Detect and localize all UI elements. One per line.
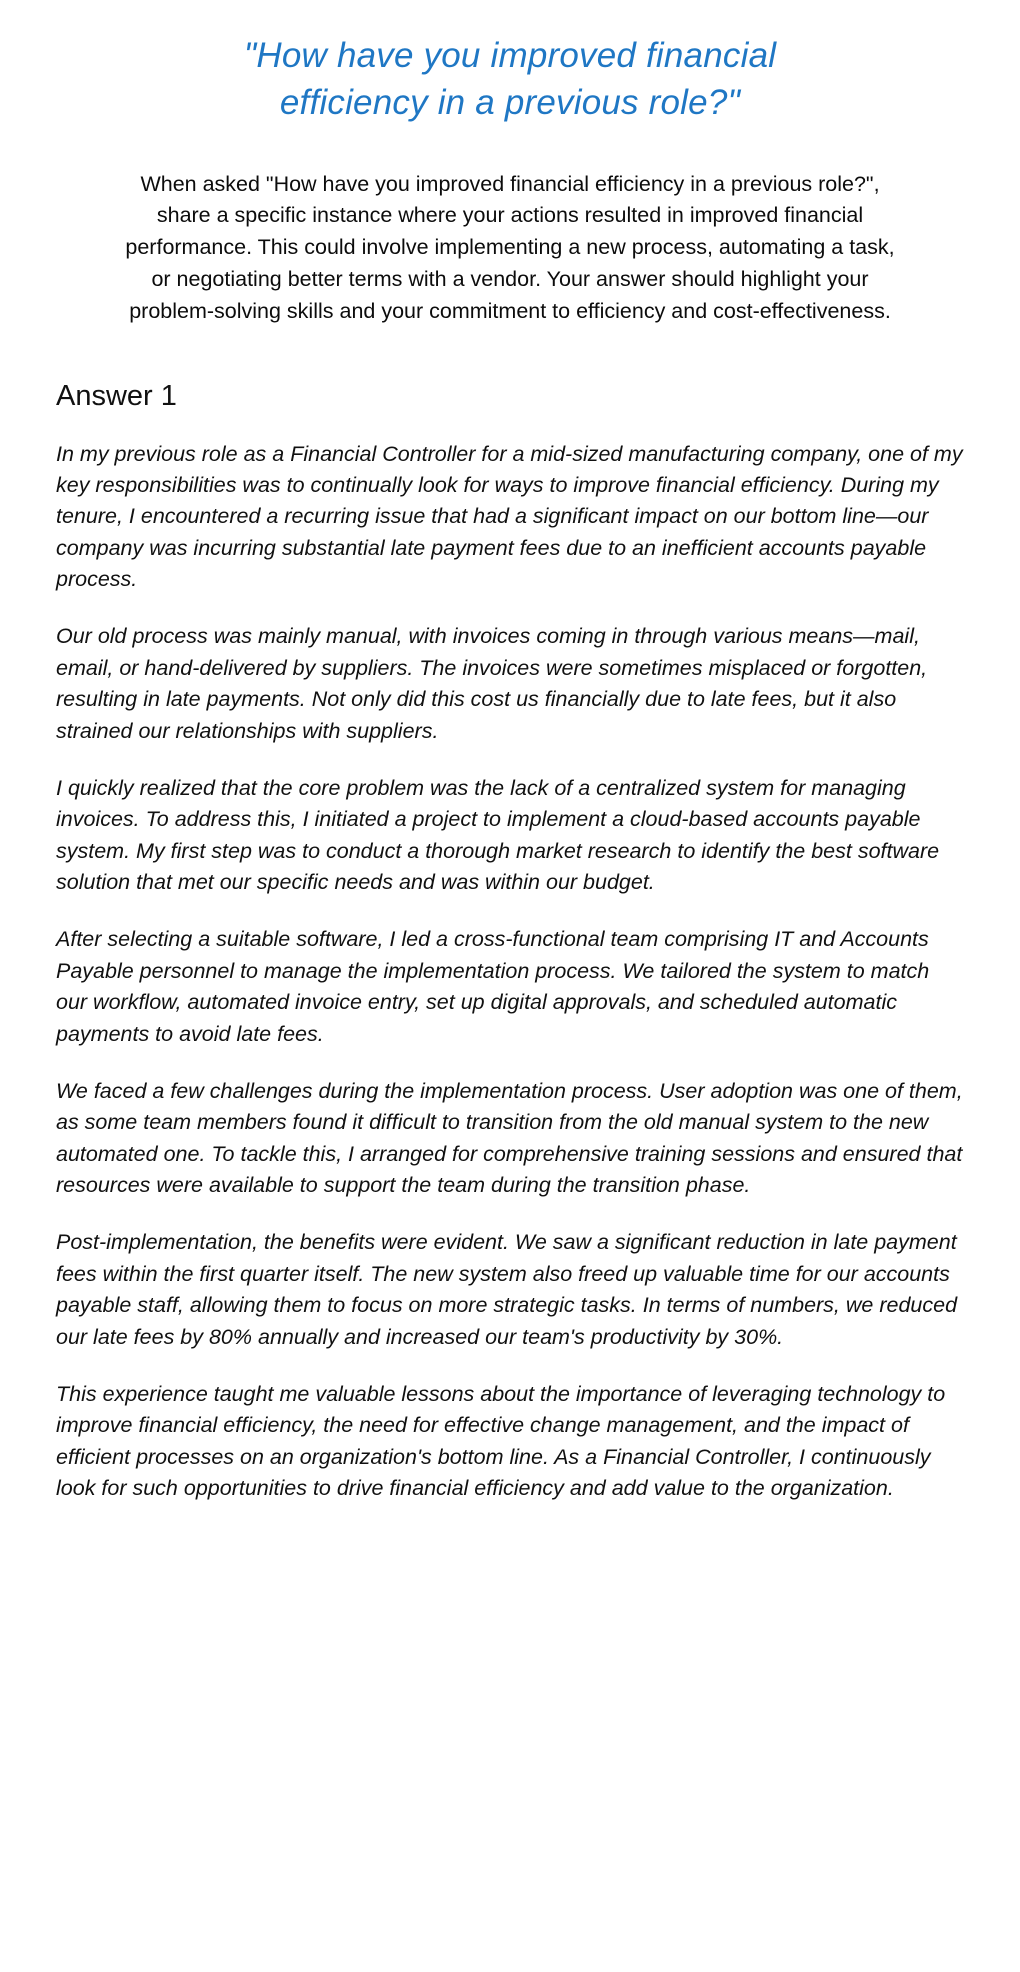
answer-paragraph: Our old process was mainly manual, with invoices coming in through various means—mail, email, or hand-delivered by suppliers. The invoices were sometimes misplaced or forgotten, resulting in late payments. Not only did this cost us financially due to late fees, but it also strained our relationships with suppliers. [56, 624, 928, 743]
answer-body [56, 439, 964, 1505]
answer-paragraph: Post-implementation, the benefits were evident. We saw a significant reduction in late payment fees within the first quarter itself. The new system also freed up valuable time for our accounts payable staff, allowing them to focus on more strategic tasks. In terms of numbers, we reduced our late fees by 80% annually and increased our team's productivity by 30%. [56, 1230, 958, 1349]
answer-paragraph: After selecting a suitable software, I led a cross-functional team comprising IT and Accounts Payable personnel to manage the implementation process. We tailored the system to match our workflow, automated invoice entry, set up digital approvals, and scheduled automatic payments to avoid late fees. [56, 927, 930, 1046]
answer-paragraph: We faced a few challenges during the implementation process. User adoption was one of them, as some team members found it difficult to transition from the old manual system to the new automated one. To tackle this, I arranged for comprehensive training sessions and ensured that resources were available to support the team during the transition phase. [56, 1078, 963, 1198]
answer-paragraph: This experience taught me valuable lessons about the importance of leveraging technology to improve financial efficiency, the need for effective change management, and the impact of efficient processes on an organization's bottom line. As a Financial Controller, I continuously look for such opportunities to drive financial efficiency and add value to the organization. [56, 1381, 946, 1501]
intro-paragraph: When asked "How have you improved financial efficiency in a previous role?", share a specific instance where your actions resulted in improved financial performance. This could involve implementing a new process, automating a task, or negotiating better terms with a vendor. Your answer should highlight your problem-solving skills and your commitment to efficiency and cost-effectiveness. [125, 171, 895, 323]
answer-paragraph: In my previous role as a Financial Controller for a mid-sized manufacturing company, one of my key responsibilities was to continually look for ways to improve financial efficiency. During my tenure, I encountered a recurring issue that had a significant impact on our bottom line—our company was incurring substantial late payment fees due to an inefficient accounts payable process. [56, 441, 963, 592]
answer-heading: Answer 1 [56, 379, 177, 412]
answer-paragraph: I quickly realized that the core problem was the lack of a centralized system for managing invoices. To address this, I initiated a project to implement a cloud-based accounts payable system. My first step was to conduct a thorough market research to identify the best software solution that met our specific needs and was within our budget. [56, 775, 940, 895]
page-title: "How have you improved financial efficiency in a previous role?" [243, 36, 777, 123]
